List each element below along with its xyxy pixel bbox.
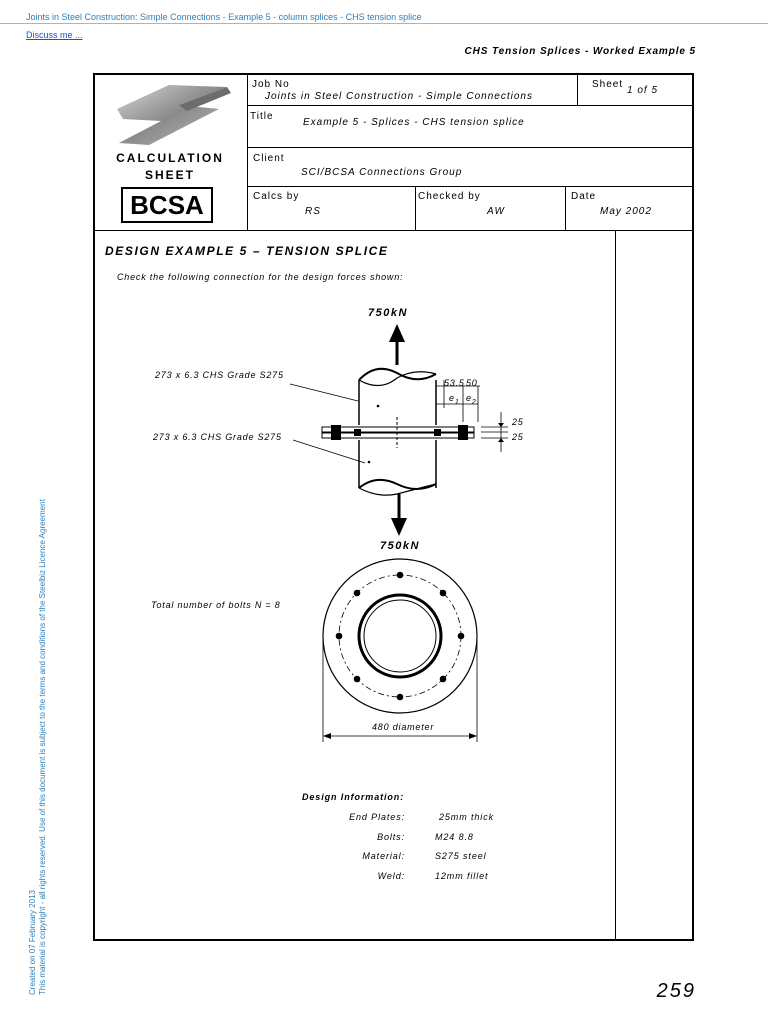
calcs-by-label: Calcs by (253, 191, 300, 202)
design-info-key: Weld: (377, 871, 405, 881)
design-info-value: M24 8.8 (435, 832, 474, 842)
end-plates (322, 427, 474, 438)
page-number: 259 (656, 980, 696, 1002)
arrowhead-up-icon (389, 324, 405, 342)
design-intro-text: Check the following connection for the design forces shown: (117, 272, 404, 282)
bolts-note: Total number of bolts N = 8 (151, 600, 281, 610)
design-info-key: Bolts: (377, 832, 405, 842)
upper-chs-tube (359, 369, 436, 425)
bcsa-logo: BCSA (121, 187, 213, 223)
design-info-value: S275 steel (435, 851, 487, 861)
plate-thickness-dimension (481, 412, 508, 452)
discuss-link[interactable]: Discuss me ... (26, 30, 83, 40)
dim-thickness-2: 25 (512, 432, 524, 442)
copyright-note (28, 499, 48, 995)
design-info-heading: Design Information: (302, 792, 405, 802)
design-info-value: 25mm thick (439, 812, 495, 822)
title-value: Example 5 - Splices - CHS tension splice (303, 117, 525, 128)
design-info-key: End Plates: (349, 812, 405, 822)
dim-thickness-1: 25 (512, 417, 524, 427)
page-heading: CHS Tension Splices - Worked Example 5 (464, 46, 696, 57)
e2-subscript: 2 (471, 399, 477, 406)
job-no-value: Joints in Steel Construction - Simple Connections (265, 91, 533, 102)
design-info-value: 12mm fillet (435, 871, 489, 881)
bolt-holes (336, 572, 465, 701)
diameter-label: 480 diameter (372, 722, 435, 732)
design-info-key: Material: (362, 851, 405, 861)
chs-label-upper: 273 x 6.3 CHS Grade S275 (155, 370, 284, 380)
calcs-by-value: RS (305, 206, 321, 217)
sheet-label: SHEET (144, 168, 195, 182)
job-no-label: Job No (252, 79, 290, 90)
checked-by-label: Checked by (418, 191, 481, 202)
sheet-no-value: 1 of 5 (627, 85, 659, 96)
client-label: Client (253, 153, 285, 164)
force-top-label: 750kN (368, 307, 408, 319)
date-label: Date (571, 191, 597, 202)
date-value: May 2002 (600, 206, 652, 217)
sheet-no-label: Sheet (592, 79, 624, 90)
calculation-label: CALCULATION (116, 151, 224, 165)
chs-label-lower: 273 x 6.3 CHS Grade S275 (153, 432, 282, 442)
force-bottom-label: 750kN (380, 540, 420, 552)
lower-chs-tube (359, 440, 436, 495)
end-plate-plan-view (323, 559, 477, 713)
design-example-title: DESIGN EXAMPLE 5 – TENSION SPLICE (105, 244, 389, 258)
e2-symbol: e (466, 393, 472, 403)
client-value: SCI/BCSA Connections Group (301, 167, 463, 178)
created-date: Created on 07 February 2013 (28, 890, 37, 995)
document-breadcrumb-title: Joints in Steel Construction: Simple Connections - Example 5 - column splices - CHS tension splice (26, 12, 422, 22)
dim-e2-value: 50 (466, 378, 478, 388)
e1-symbol: e (449, 393, 455, 403)
checked-by-value: AW (487, 206, 505, 217)
title-label: Title (250, 111, 274, 122)
dim-e1-value: 53.5 (444, 378, 465, 388)
e1-subscript: 1 (454, 399, 460, 406)
arrowhead-down-icon (391, 518, 407, 536)
copyright-text: This material is copyright - all rights reserved. Use of this document is subject to the terms and conditions of the Steelbiz Licence Agreement (38, 499, 47, 995)
